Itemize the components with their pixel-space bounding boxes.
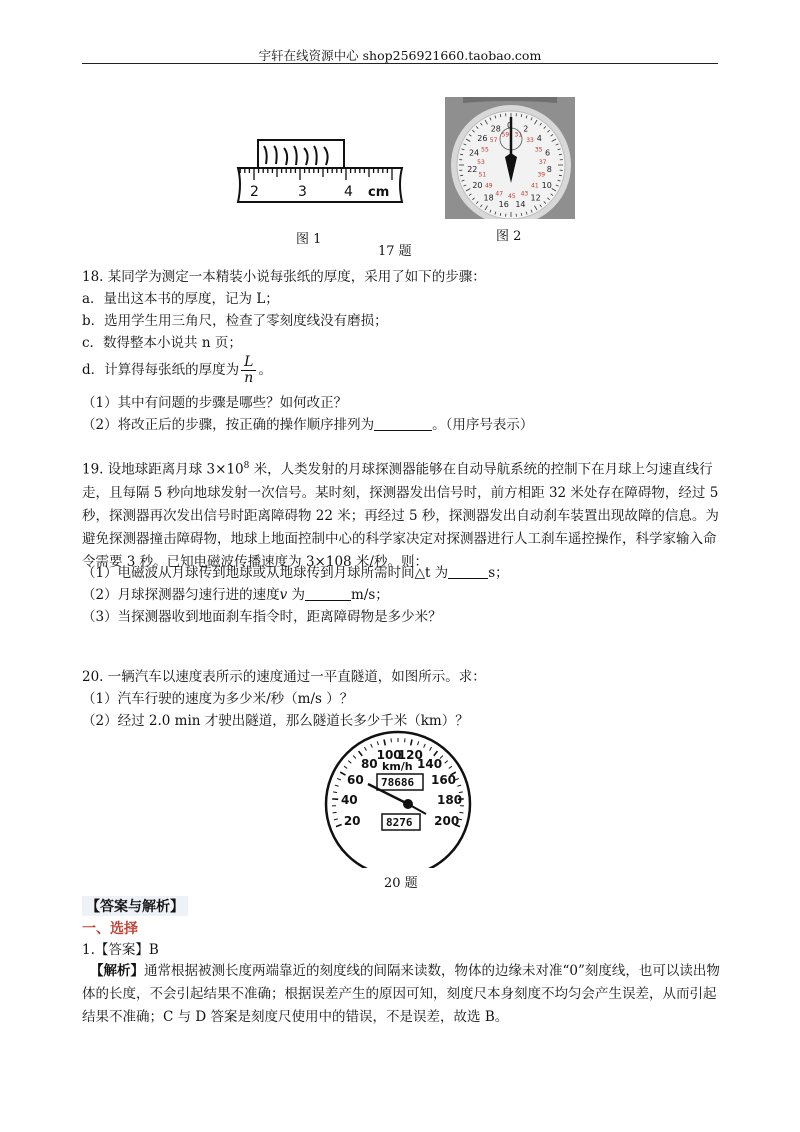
stopwatch-inner-number: 57 — [489, 136, 498, 144]
stopwatch-inner-number: 55 — [481, 146, 489, 154]
fraction-l-over-n — [241, 355, 256, 386]
q18-step-d-suffix: 。 — [258, 362, 272, 378]
q19-sub-1 — [82, 563, 509, 583]
answer-1 — [82, 940, 159, 960]
q20-sub-1: （1）汽车行驶的速度为多少米/秒（m/s ）？ — [82, 691, 354, 707]
stopwatch-outer-number: 0 — [507, 121, 513, 130]
stopwatch-outer-number: 10 — [541, 181, 552, 190]
q19-sub-2-mid: 为 — [287, 587, 306, 603]
header-rule — [82, 63, 718, 64]
q18-step-c: c．数得整本小说共 n 页； — [82, 335, 242, 351]
q20-stem: 20. 一辆汽车以速度表所示的速度通过一平直隧道，如图所示。求： — [82, 669, 486, 685]
stopwatch-inner-number: 37 — [538, 158, 547, 166]
stopwatch-outer-number: 24 — [468, 148, 480, 158]
stopwatch-inner-number: 39 — [537, 171, 546, 179]
speedometer-hub — [403, 799, 413, 809]
question-20-caption: 20 题 — [384, 876, 418, 891]
answer-blank[interactable] — [305, 586, 351, 601]
explanation-tag: 【解析】 — [90, 963, 144, 979]
stopwatch-outer-number: 4 — [536, 134, 542, 144]
speedometer-label: 20 — [343, 814, 361, 829]
ruler-unit-label: cm — [368, 185, 390, 200]
figure-2-stopwatch — [445, 97, 575, 219]
stopwatch-inner-number: 53 — [477, 158, 485, 166]
stopwatch-outer-number: 18 — [483, 193, 494, 203]
answer-1-prefix: 1.【答案】 — [82, 942, 149, 958]
stopwatch-inner-number: 43 — [520, 190, 529, 198]
stopwatch-inner-number: 45 — [508, 193, 516, 200]
fraction-numerator: L — [241, 355, 256, 371]
speedometer-label: 180 — [437, 793, 463, 808]
speedometer-label: 160 — [430, 772, 457, 787]
stopwatch-inner-number: 33 — [526, 136, 534, 144]
ruler-tick-label-2: 2 — [250, 184, 259, 200]
answer-1-explanation — [82, 960, 722, 1029]
answer-blank[interactable] — [374, 416, 432, 431]
question-17-caption: 17 题 — [378, 244, 412, 259]
q18-sub-2-suffix: 。（用序号表示） — [432, 417, 534, 433]
speedometer-label: 140 — [417, 756, 443, 771]
stopwatch-outer-number: 14 — [515, 200, 526, 210]
stopwatch-inner-number: 31 — [514, 131, 523, 139]
q18-step-b: b．选用学生用三角尺，检查了零刻度线没有磨损； — [82, 313, 388, 329]
stopwatch-inner-number: 59 — [501, 131, 510, 139]
q18-sub-2 — [82, 415, 533, 435]
q18-step-d — [82, 352, 272, 388]
speedometer-label: 60 — [347, 772, 364, 787]
stopwatch-outer-number: 26 — [477, 134, 488, 144]
stopwatch-inner-number: 41 — [531, 182, 539, 190]
answers-title: 【答案与解析】 — [82, 896, 188, 916]
q19-exponent: 8 — [243, 461, 250, 471]
stopwatch-outer-number: 8 — [546, 165, 552, 175]
q19-velocity-symbol: v — [279, 587, 288, 603]
q18-stem: 18. 某同学为测定一本精装小说每张纸的厚度，采用了如下的步骤： — [82, 269, 486, 285]
fraction-denominator: n — [244, 370, 254, 386]
speedometer-figure — [318, 728, 478, 868]
speedometer-trip: 8276 — [386, 816, 413, 829]
stopwatch-outer-number: 6 — [545, 148, 551, 158]
stopwatch-outer-number: 20 — [472, 181, 483, 190]
q18-step-a: a．量出这本书的厚度，记为 L； — [82, 291, 279, 307]
q19-sub-2-prefix: （2）月球探测器匀速行进的速度 — [82, 587, 280, 603]
stopwatch-inner-number: 49 — [484, 182, 493, 190]
stopwatch-outer-number: 28 — [490, 124, 501, 134]
q19-sub-3: （3）当探测器收到地面刹车指令时，距离障碍物是多少米？ — [82, 609, 442, 625]
page-header: 宇轩在线资源中心 shop256921660.taobao.com — [258, 48, 542, 63]
q19-sub-1-prefix: （1）电磁波从月球传到地球或从地球传到月球所需时间△t 为 — [82, 565, 449, 581]
q18-sub-1: （1）其中有问题的步骤是哪些？如何改正？ — [82, 395, 348, 411]
speedometer-minor-tick — [459, 812, 463, 813]
figure-1-caption: 图 1 — [296, 232, 322, 247]
q20-sub-2: （2）经过 2.0 min 才驶出隧道，那么隧道长多少千米（km）？ — [82, 713, 469, 729]
stopwatch-inner-number: 51 — [478, 171, 487, 179]
q19-sub-2 — [82, 585, 389, 605]
ruler-tick-label-4: 4 — [344, 184, 353, 200]
stopwatch-outer-number: 22 — [467, 165, 478, 175]
stopwatch-inner-number: 47 — [495, 190, 504, 198]
speedometer-unit: km/h — [382, 760, 413, 773]
speedometer-odometer: 78686 — [381, 776, 415, 789]
section-title-choice: 一、选择 — [82, 921, 138, 937]
speedometer-label: 200 — [434, 814, 460, 829]
speedometer-label: 80 — [360, 756, 378, 771]
answer-blank[interactable] — [448, 564, 488, 579]
stopwatch-outer-number: 12 — [530, 193, 541, 203]
q19-stem-prefix: 19. 设地球距离月球 3×10 — [82, 461, 244, 478]
q18-sub-2-prefix: （2）将改正后的步骤，按正确的操作顺序排列为 — [82, 417, 375, 433]
ruler-tick-label-3: 3 — [298, 184, 307, 200]
speedometer-minor-tick — [333, 812, 337, 813]
explanation-text: 通常根据被测长度两端靠近的刻度线的间隔来读数，物体的边缘未对准“0”刻度线，也可以读出物体的长度，不会引起结果不准确；根据误差产生的原因可知，刻度尺本身刻度不均匀会产生误差，从而引起结果不准确；C 与 D 答案是刻度尺使用中的错误，不是误差，故选 B。 — [82, 963, 720, 1025]
q19-stem — [82, 455, 722, 574]
figure-1-ruler — [222, 138, 412, 218]
stopwatch-outer-number: 16 — [498, 200, 509, 210]
answer-1-choice: B — [148, 942, 159, 958]
speedometer-label: 40 — [340, 793, 358, 808]
q18-step-d-prefix: d．计算得每张纸的厚度为 — [82, 362, 240, 378]
stopwatch-inner-number: 35 — [534, 146, 543, 154]
q19-sub-1-suffix: s； — [488, 565, 509, 581]
q19-stem-rest: 米，人类发射的月球探测器能够在自动导航系统的控制下在月球上匀速直线行走，且每隔 5 秒向地球发射一次信号。某时刻，探测器发出信号时，前方相距 32 米处存在障碍物，经过 5 秒，探测器再次发出信号时距离障碍物 22 米；再经过 5 秒，探测器发出自动刹车装置出现故障的信息。为避免探测器撞击障碍物，地球上地面控制中心的科学家决定对探测器进行人工刹车遥控操作，科学家输入命令需要 3 秒。已知电磁波传播速度为 3×108 米/秒。则： — [82, 461, 719, 570]
speedometer-label: 120 — [397, 748, 423, 763]
speedometer-label: 100 — [376, 748, 402, 763]
figure-2-caption: 图 2 — [496, 229, 522, 244]
q19-sub-2-suffix: m/s； — [351, 587, 389, 603]
stopwatch-outer-number: 2 — [523, 124, 529, 134]
